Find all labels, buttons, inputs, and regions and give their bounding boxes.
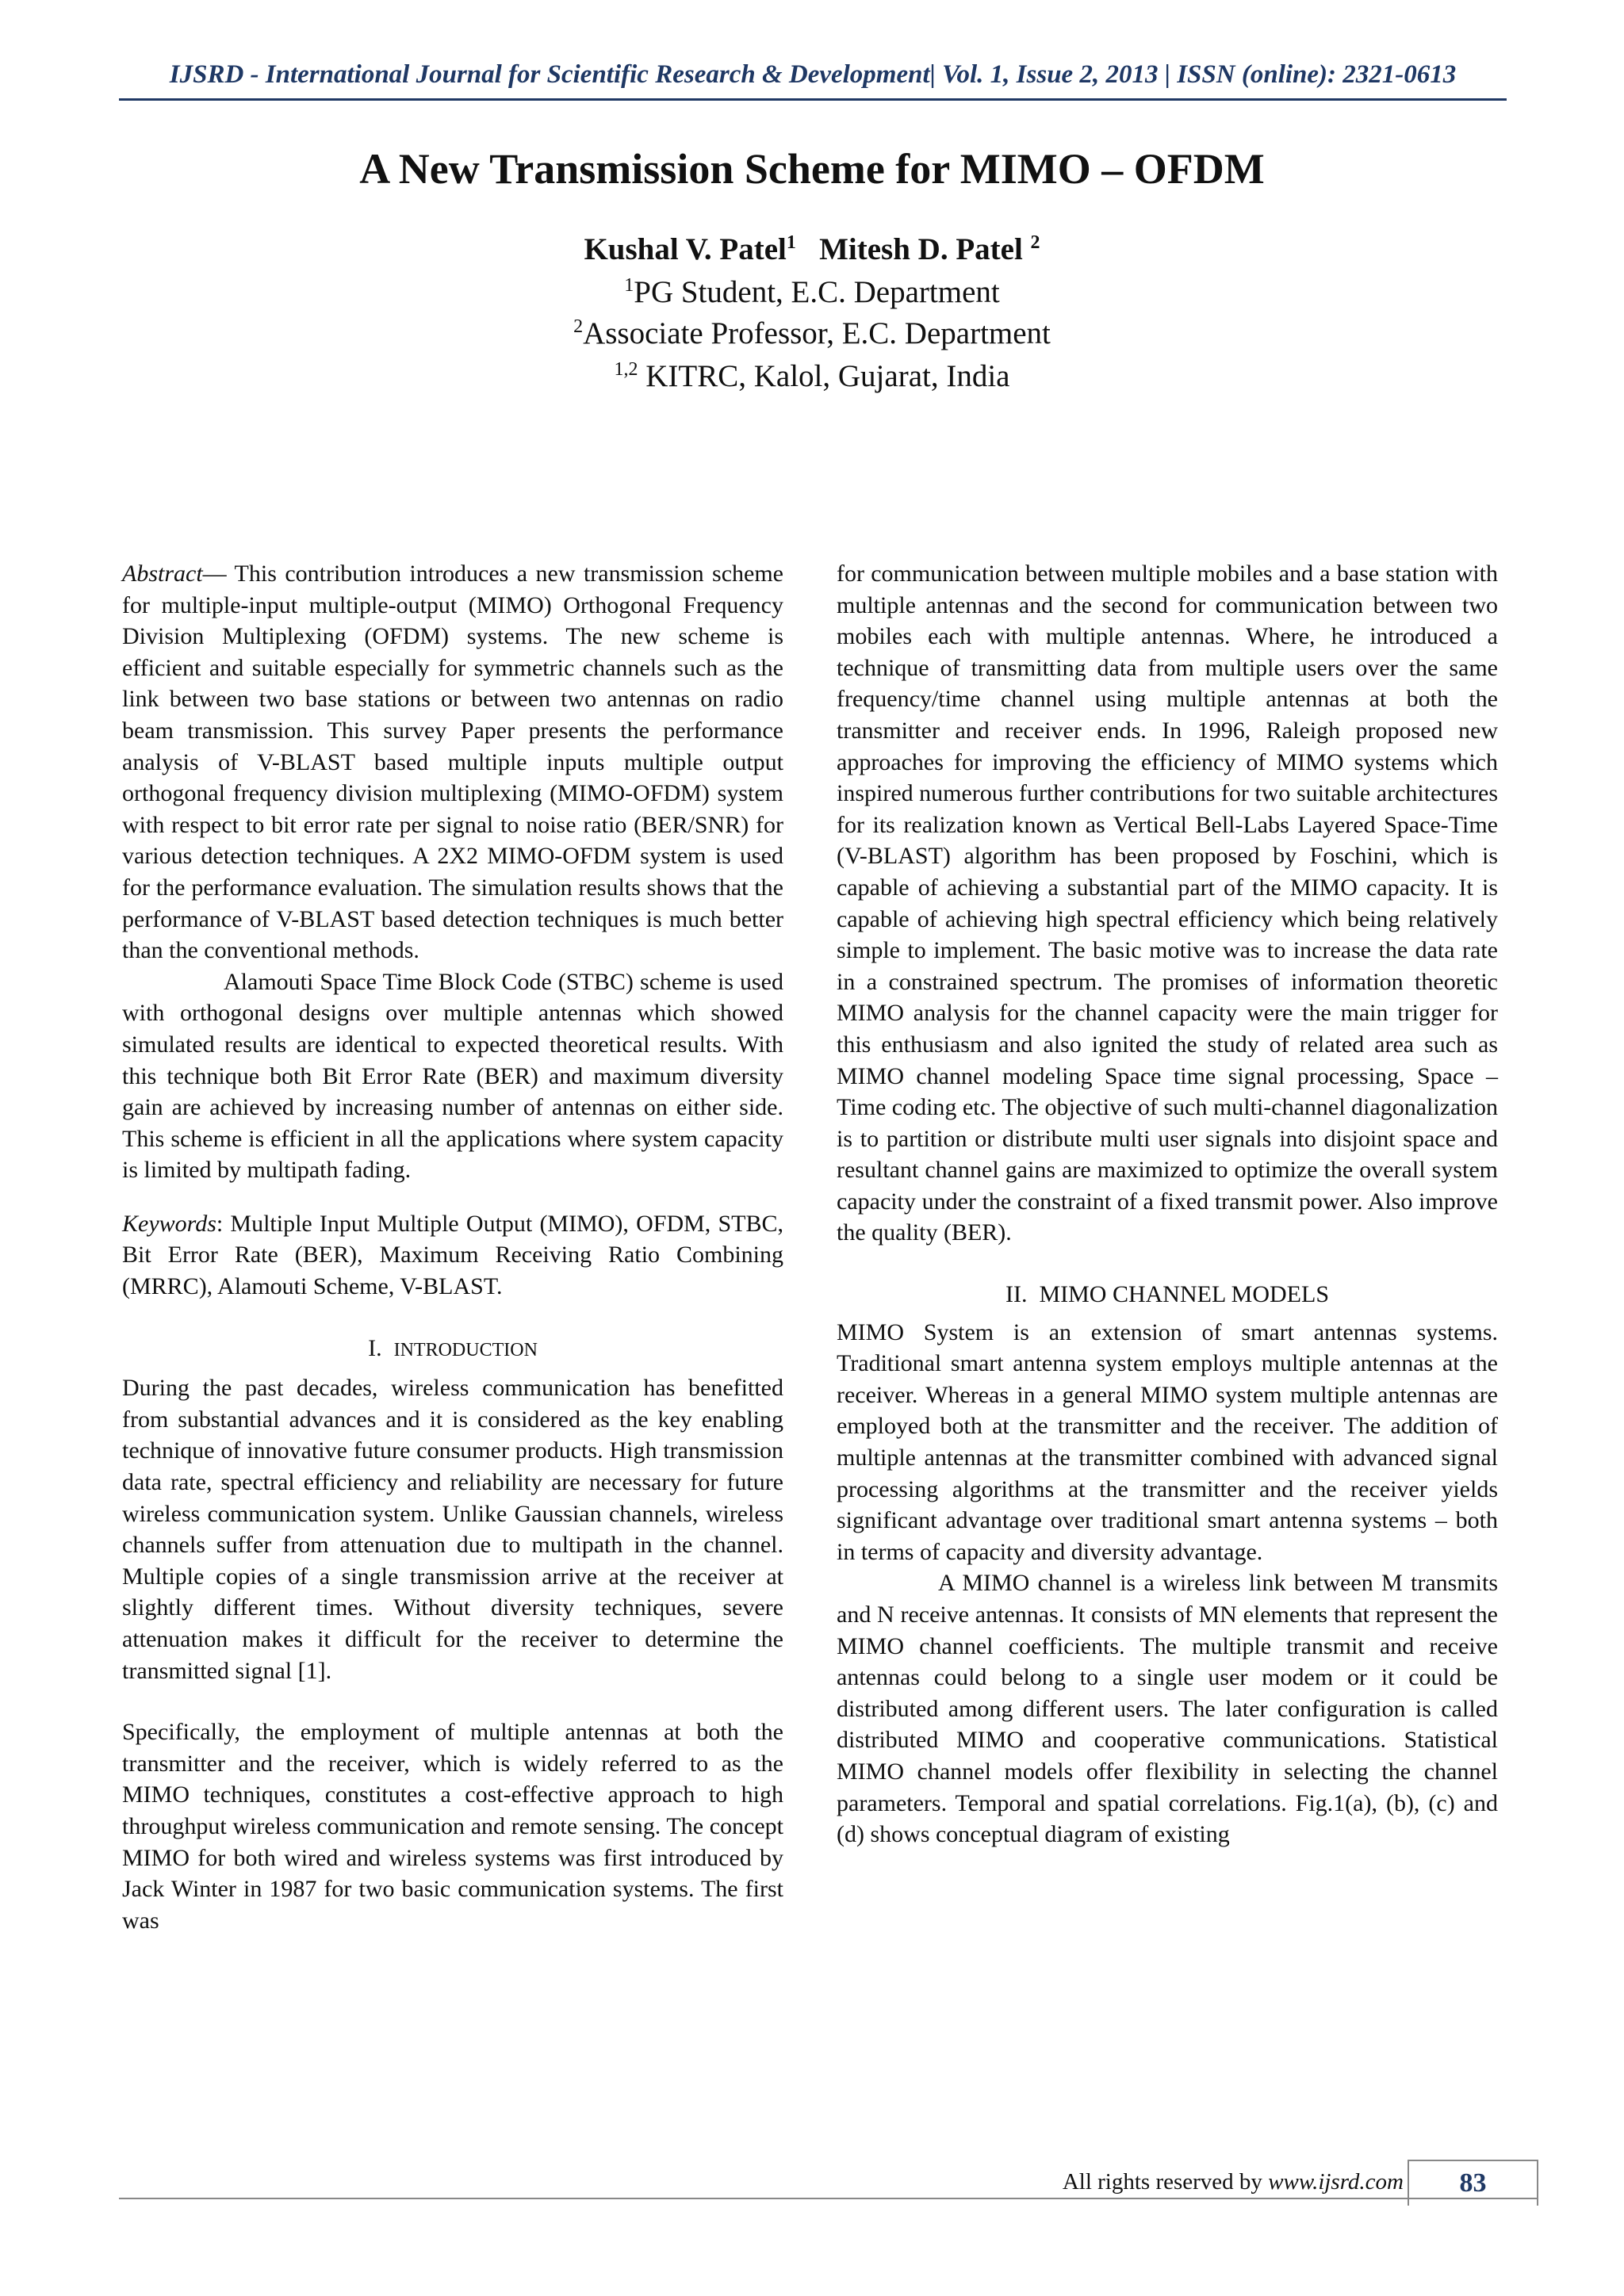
affiliation-2 bbox=[0, 316, 1624, 351]
keywords-text: : Multiple Input Multiple Output (MIMO), OFDM, STBC, Bit Error Rate (BER), Maximum Receiving Ratio Combining (MRRC), Alamouti Scheme, V-BLAST. bbox=[122, 1210, 783, 1300]
affiliation-1-superscript: 1 bbox=[624, 275, 634, 296]
affiliation-2-superscript: 2 bbox=[573, 316, 584, 337]
journal-header: IJSRD - International Journal for Scientific Research & Development| Vol. 1, Issue 2, 2013 | ISSN (online): 2321-0613 bbox=[169, 60, 1457, 89]
affiliation-2-text: Associate Professor, E.C. Department bbox=[583, 316, 1051, 350]
affiliation-1-text: PG Student, E.C. Department bbox=[634, 275, 1000, 309]
abstract-paragraph bbox=[122, 558, 783, 966]
section-2-paragraph-1: MIMO System is an extension of smart antennas systems. Traditional smart antenna system employs multiple antennas at the receiver. Whereas in a general MIMO system multiple antennas are employed both at the transmitter and the receiver. The addition of multiple antennas at the transmitter combined with advanced signal processing algorithms at the transmitter and the receiver yields significant advantage over traditional smart antenna systems – both in terms of capacity and diversity advantage. bbox=[837, 1318, 1498, 1565]
author-2: Mitesh D. Patel bbox=[819, 232, 1023, 266]
affiliation-1 bbox=[0, 274, 1624, 310]
intro-paragraph-1: During the past decades, wireless communication has benefitted from substantial advances and it is considered as the key enabling technique of innovative future consumer products. High transmission data rate, spectral efficiency and reliability are necessary for future wireless communication system. Unlike Gaussian channels, wireless channels suffer from attenuation due to multipath in the channel. Multiple copies of a single transmission arrive at the receiver at slightly different times. Without diversity techniques, severe attenuation makes it difficult for the receiver to determine the transmitted signal [1]. bbox=[122, 1375, 783, 1684]
section-2-number: II. bbox=[1005, 1281, 1028, 1308]
left-column bbox=[122, 558, 783, 1936]
author-2-superscript: 2 bbox=[1030, 232, 1040, 253]
section-1-title: INTRODUCTION bbox=[393, 1339, 538, 1360]
footer-rights-text: All rights reserved by bbox=[1062, 2169, 1269, 2195]
intro-paragraph-2-continued: for communication between multiple mobiles and a base station with multiple antennas and the second for communication between two mobiles each with multiple antennas. Where, he introduced a technique of transmitting data from multiple users over the same frequency/time channel using multiple antennas at both the transmitter and receiver ends. In 1996, Raleigh proposed new approaches for improving the efficiency of MIMO systems which inspired numerous further contributions for two suitable architectures for its realization known as Vertical Bell-Labs Layered Space-Time (V-BLAST) algorithm has been proposed by Foschini, which is capable of achieving a substantial part of the MIMO capacity. It is capable of achieving high spectral efficiency which being relatively simple to implement. The basic motive was to increase the data rate in a constrained spectrum. The promises of information theoretic MIMO analysis for the channel capacity were the main trigger for this enthusiasm and also ignited the study of related area such as MIMO channel modeling Space time signal processing, Space – Time coding etc. The objective of such multi-channel diagonalization is to partition or distribute multi user signals into disjoint space and resultant channel gains are maximized to optimize the overall system capacity under the constraint of a fixed transmit power. Also improve the quality (BER). bbox=[837, 561, 1498, 1246]
affiliation-3-superscript: 1,2 bbox=[614, 359, 638, 380]
abstract-paragraph-2: Alamouti Space Time Block Code (STBC) scheme is used with orthogonal designs over multiple antennas which showed simulated results are identical to expected theoretical results. With this technique both Bit Error Rate (BER) and maximum diversity gain are achieved by increasing number of antennas on either side. This scheme is efficient in all the applications where system capacity is limited by multipath fading. bbox=[122, 968, 783, 1184]
right-column bbox=[837, 558, 1498, 1850]
footer-copyright bbox=[952, 2169, 1404, 2195]
section-2-paragraph-2: A MIMO channel is a wireless link between M transmits and N receive antennas. It consists of MN elements that represent the MIMO channel coefficients. The multiple transmit and receive antennas could belong to a single user modem or it could be distributed among different users. The later configuration is called distributed MIMO and cooperative communications. Statistical MIMO channel models offer flexibility in selecting the channel parameters. Temporal and spatial correlations. Fig.1(a), (b), (c) and (d) shows conceptual diagram of existing bbox=[837, 1570, 1498, 1848]
page-number: 83 bbox=[1408, 2160, 1538, 2206]
affiliation-3-text: KITRC, Kalol, Gujarat, India bbox=[645, 359, 1010, 393]
keywords-label: Keywords bbox=[122, 1210, 216, 1237]
author-1: Kushal V. Patel bbox=[584, 232, 787, 266]
author-1-superscript: 1 bbox=[786, 232, 796, 253]
footer-url[interactable]: www.ijsrd.com bbox=[1268, 2169, 1404, 2195]
footer-rule bbox=[119, 2198, 1538, 2199]
affiliation-3 bbox=[0, 358, 1624, 394]
abstract-text: — This contribution introduces a new transmission scheme for multiple-input multiple-output (MIMO) Orthogonal Frequency Division Multiplexing (OFDM) systems. The new scheme is efficient and suitable especially for symmetric channels such as the link between two base stations or between two antennas on radio beam transmission. This survey Paper presents the performance analysis of V-BLAST based multiple inputs multiple output orthogonal frequency division multiplexing (MIMO-OFDM) system with respect to bit error rate per signal to noise ratio (BER/SNR) for various detection techniques. A 2X2 MIMO-OFDM system is used for the performance evaluation. The simulation results shows that the performance of V-BLAST based detection techniques is much better than the conventional methods. bbox=[122, 561, 783, 964]
section-2-title: MIMO CHANNEL MODELS bbox=[1039, 1281, 1330, 1308]
intro-paragraph-2: Specifically, the employment of multiple antennas at both the transmitter and the receiver, which is widely referred to as the MIMO techniques, constitutes a cost-effective approach to high throughput wireless communication and remote sensing. The concept MIMO for both wired and wireless systems was first introduced by Jack Winter in 1987 for two basic communication systems. The first was bbox=[122, 1719, 783, 1934]
section-1-number: I. bbox=[368, 1334, 382, 1361]
paper-title: A New Transmission Scheme for MIMO – OFDM bbox=[359, 145, 1265, 193]
authors bbox=[0, 232, 1624, 267]
header-rule bbox=[119, 98, 1507, 101]
abstract-label: Abstract bbox=[122, 561, 203, 587]
section-2-heading bbox=[837, 1279, 1498, 1311]
section-1-heading bbox=[122, 1333, 783, 1367]
keywords-paragraph bbox=[122, 1208, 783, 1303]
